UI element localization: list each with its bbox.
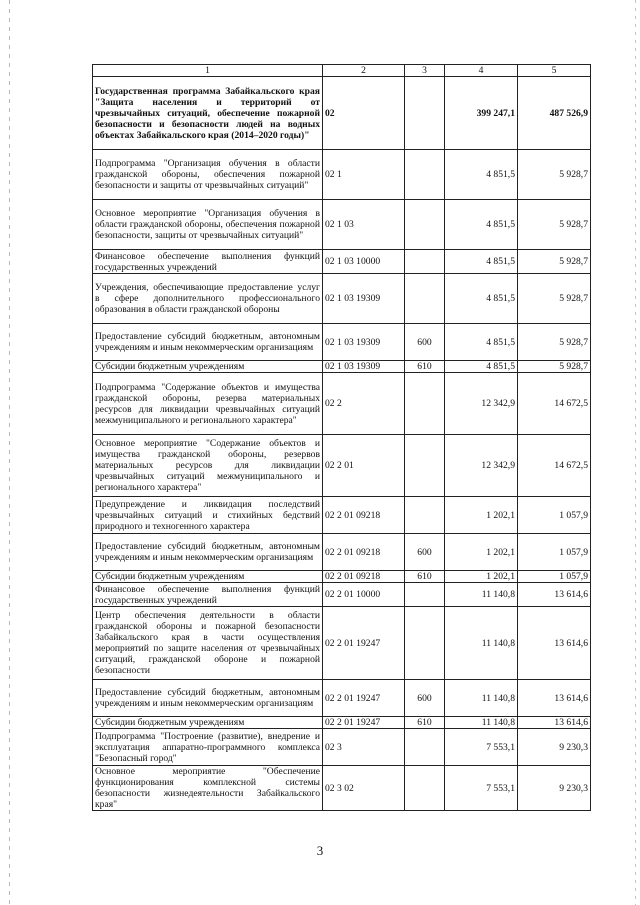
row-code-cell: 02: [323, 77, 405, 150]
row-value-2019-cell: 1 202,1: [445, 497, 518, 534]
table-row: [93, 324, 591, 361]
row-value-2020-cell: 5 928,7: [518, 324, 591, 361]
table-row: [93, 571, 591, 583]
row-value-2020-cell: 13 614,6: [518, 717, 591, 729]
page-number: 3: [316, 843, 324, 858]
row-value-2019-cell: 1 202,1: [445, 571, 518, 583]
row-code-cell: 02 2 01 09218: [323, 571, 405, 583]
row-value-2020-cell: 5 928,7: [518, 200, 591, 250]
row-name-cell: Государственная программа Забайкальского края "Защита населения и территорий от чрезвычайных ситуаций, обеспечение пожарной безопасности и безопасности людей на водных объектах Забайкальского края (2014–2020 годы)": [93, 77, 323, 150]
row-value-2019-cell: 4 851,5: [445, 250, 518, 274]
row-value-2019-cell: 11 140,8: [445, 717, 518, 729]
row-type-cell: 600: [405, 680, 445, 717]
row-code-cell: 02 1: [323, 150, 405, 200]
table-row: [93, 250, 591, 274]
row-name-cell: Центр обеспечения деятельности в области гражданской обороны и пожарной безопасности Забайкальского края в части осуществления мероприятий по защите населения от чрезвычайных ситуаций, гражданской обороне и пожарной безопасности: [93, 607, 323, 680]
column-header-5: 5: [518, 65, 591, 77]
row-type-cell: [405, 373, 445, 435]
row-name-cell: Подпрограмма "Построение (развитие), внедрение и эксплуатация аппаратно-программного комплекса "Безопасный город": [93, 729, 323, 766]
row-value-2019-cell: 11 140,8: [445, 583, 518, 607]
row-code-cell: 02 2 01 10000: [323, 583, 405, 607]
row-value-2020-cell: 13 614,6: [518, 583, 591, 607]
row-code-cell: 02 2 01 09218: [323, 534, 405, 571]
row-value-2020-cell: 13 614,6: [518, 680, 591, 717]
row-value-2019-cell: 12 342,9: [445, 373, 518, 435]
table-row: [93, 583, 591, 607]
row-type-cell: [405, 77, 445, 150]
table-row: [93, 766, 591, 811]
table-row: [93, 497, 591, 534]
row-name-cell: Основное мероприятие "Организация обучения в области гражданской обороны, обеспечения пожарной безопасности, защиты от чрезвычайных ситуаций": [93, 200, 323, 250]
row-value-2020-cell: 5 928,7: [518, 361, 591, 373]
row-value-2020-cell: 5 928,7: [518, 250, 591, 274]
row-value-2020-cell: 13 614,6: [518, 607, 591, 680]
table-row: [93, 77, 591, 150]
row-type-cell: 610: [405, 361, 445, 373]
row-code-cell: 02 2 01 19247: [323, 680, 405, 717]
row-type-cell: [405, 435, 445, 497]
row-type-cell: [405, 607, 445, 680]
row-value-2020-cell: 9 230,3: [518, 729, 591, 766]
table-row: [93, 680, 591, 717]
row-value-2019-cell: 11 140,8: [445, 680, 518, 717]
row-name-cell: Основное мероприятие "Обеспечение функционирования комплексной системы безопасности жизнедеятельности Забайкальского края": [93, 766, 323, 811]
column-header-3: 3: [405, 65, 445, 77]
row-value-2019-cell: 7 553,1: [445, 729, 518, 766]
row-type-cell: [405, 497, 445, 534]
table-row: [93, 435, 591, 497]
row-value-2020-cell: 5 928,7: [518, 150, 591, 200]
row-type-cell: [405, 274, 445, 324]
row-type-cell: [405, 729, 445, 766]
row-code-cell: 02 1 03 19309: [323, 361, 405, 373]
table-row: [93, 200, 591, 250]
row-code-cell: 02 1 03: [323, 200, 405, 250]
row-value-2019-cell: 1 202,1: [445, 534, 518, 571]
row-value-2020-cell: 1 057,9: [518, 534, 591, 571]
row-code-cell: 02 2 01 09218: [323, 497, 405, 534]
column-header-1: 1: [93, 65, 323, 77]
row-name-cell: Предупреждение и ликвидация последствий чрезвычайных ситуаций и стихийных бедствий природного и техногенного характера: [93, 497, 323, 534]
row-type-cell: 610: [405, 571, 445, 583]
table-row: [93, 717, 591, 729]
row-code-cell: 02 3 02: [323, 766, 405, 811]
row-value-2020-cell: 1 057,9: [518, 571, 591, 583]
row-value-2019-cell: 4 851,5: [445, 361, 518, 373]
row-code-cell: 02 2 01: [323, 435, 405, 497]
row-name-cell: Предоставление субсидий бюджетным, автономным учреждениям и иным некоммерческим организациям: [93, 324, 323, 361]
row-value-2020-cell: 14 672,5: [518, 435, 591, 497]
row-name-cell: Субсидии бюджетным учреждениям: [93, 361, 323, 373]
budget-table: [92, 64, 591, 811]
row-name-cell: Учреждения, обеспечивающие предоставление услуг в сфере дополнительного профессионального образования в области гражданской обороны: [93, 274, 323, 324]
row-code-cell: 02 1 03 10000: [323, 250, 405, 274]
row-code-cell: 02 2: [323, 373, 405, 435]
row-value-2020-cell: 14 672,5: [518, 373, 591, 435]
row-type-cell: [405, 766, 445, 811]
row-value-2019-cell: 12 342,9: [445, 435, 518, 497]
row-code-cell: 02 1 03 19309: [323, 274, 405, 324]
row-value-2019-cell: 399 247,1: [445, 77, 518, 150]
row-type-cell: [405, 250, 445, 274]
table-row: [93, 534, 591, 571]
row-code-cell: 02 2 01 19247: [323, 717, 405, 729]
row-code-cell: 02 1 03 19309: [323, 324, 405, 361]
table-body: [93, 77, 591, 811]
row-name-cell: Основное мероприятие "Содержание объектов и имущества гражданской обороны, резервов материальных ресурсов для ликвидации чрезвычайных ситуаций межмуниципального и регионального характера": [93, 435, 323, 497]
table-row: [93, 729, 591, 766]
row-type-cell: 600: [405, 324, 445, 361]
row-code-cell: 02 2 01 19247: [323, 607, 405, 680]
row-name-cell: Субсидии бюджетным учреждениям: [93, 571, 323, 583]
row-type-cell: [405, 583, 445, 607]
row-name-cell: Подпрограмма "Организация обучения в области гражданской обороны, обеспечения пожарной безопасности и защиты от чрезвычайных ситуаций": [93, 150, 323, 200]
row-value-2020-cell: 1 057,9: [518, 497, 591, 534]
row-value-2019-cell: 7 553,1: [445, 766, 518, 811]
scan-edge-right: [635, 0, 636, 905]
row-type-cell: 600: [405, 534, 445, 571]
row-value-2019-cell: 4 851,5: [445, 200, 518, 250]
column-header-4: 4: [445, 65, 518, 77]
row-name-cell: Субсидии бюджетным учреждениям: [93, 717, 323, 729]
scan-edge-left: [9, 0, 10, 905]
row-name-cell: Предоставление субсидий бюджетным, автономным учреждениям и иным некоммерческим организациям: [93, 534, 323, 571]
table-row: [93, 274, 591, 324]
row-value-2019-cell: 4 851,5: [445, 274, 518, 324]
row-type-cell: [405, 200, 445, 250]
row-name-cell: Финансовое обеспечение выполнения функций государственных учреждений: [93, 250, 323, 274]
row-code-cell: 02 3: [323, 729, 405, 766]
row-value-2020-cell: 487 526,9: [518, 77, 591, 150]
row-value-2020-cell: 5 928,7: [518, 274, 591, 324]
table-row: [93, 373, 591, 435]
row-value-2019-cell: 11 140,8: [445, 607, 518, 680]
table-row: [93, 607, 591, 680]
table-row: [93, 361, 591, 373]
table-row: [93, 150, 591, 200]
row-type-cell: 610: [405, 717, 445, 729]
row-type-cell: [405, 150, 445, 200]
column-header-2: 2: [323, 65, 405, 77]
row-value-2019-cell: 4 851,5: [445, 324, 518, 361]
row-name-cell: Финансовое обеспечение выполнения функций государственных учреждений: [93, 583, 323, 607]
row-name-cell: Подпрограмма "Содержание объектов и имущества гражданской обороны, резерва материальных ресурсов для ликвидации чрезвычайных ситуаций межмуниципального и регионального характера": [93, 373, 323, 435]
table-header-row: [93, 65, 591, 77]
row-value-2020-cell: 9 230,3: [518, 766, 591, 811]
row-value-2019-cell: 4 851,5: [445, 150, 518, 200]
row-name-cell: Предоставление субсидий бюджетным, автономным учреждениям и иным некоммерческим организациям: [93, 680, 323, 717]
